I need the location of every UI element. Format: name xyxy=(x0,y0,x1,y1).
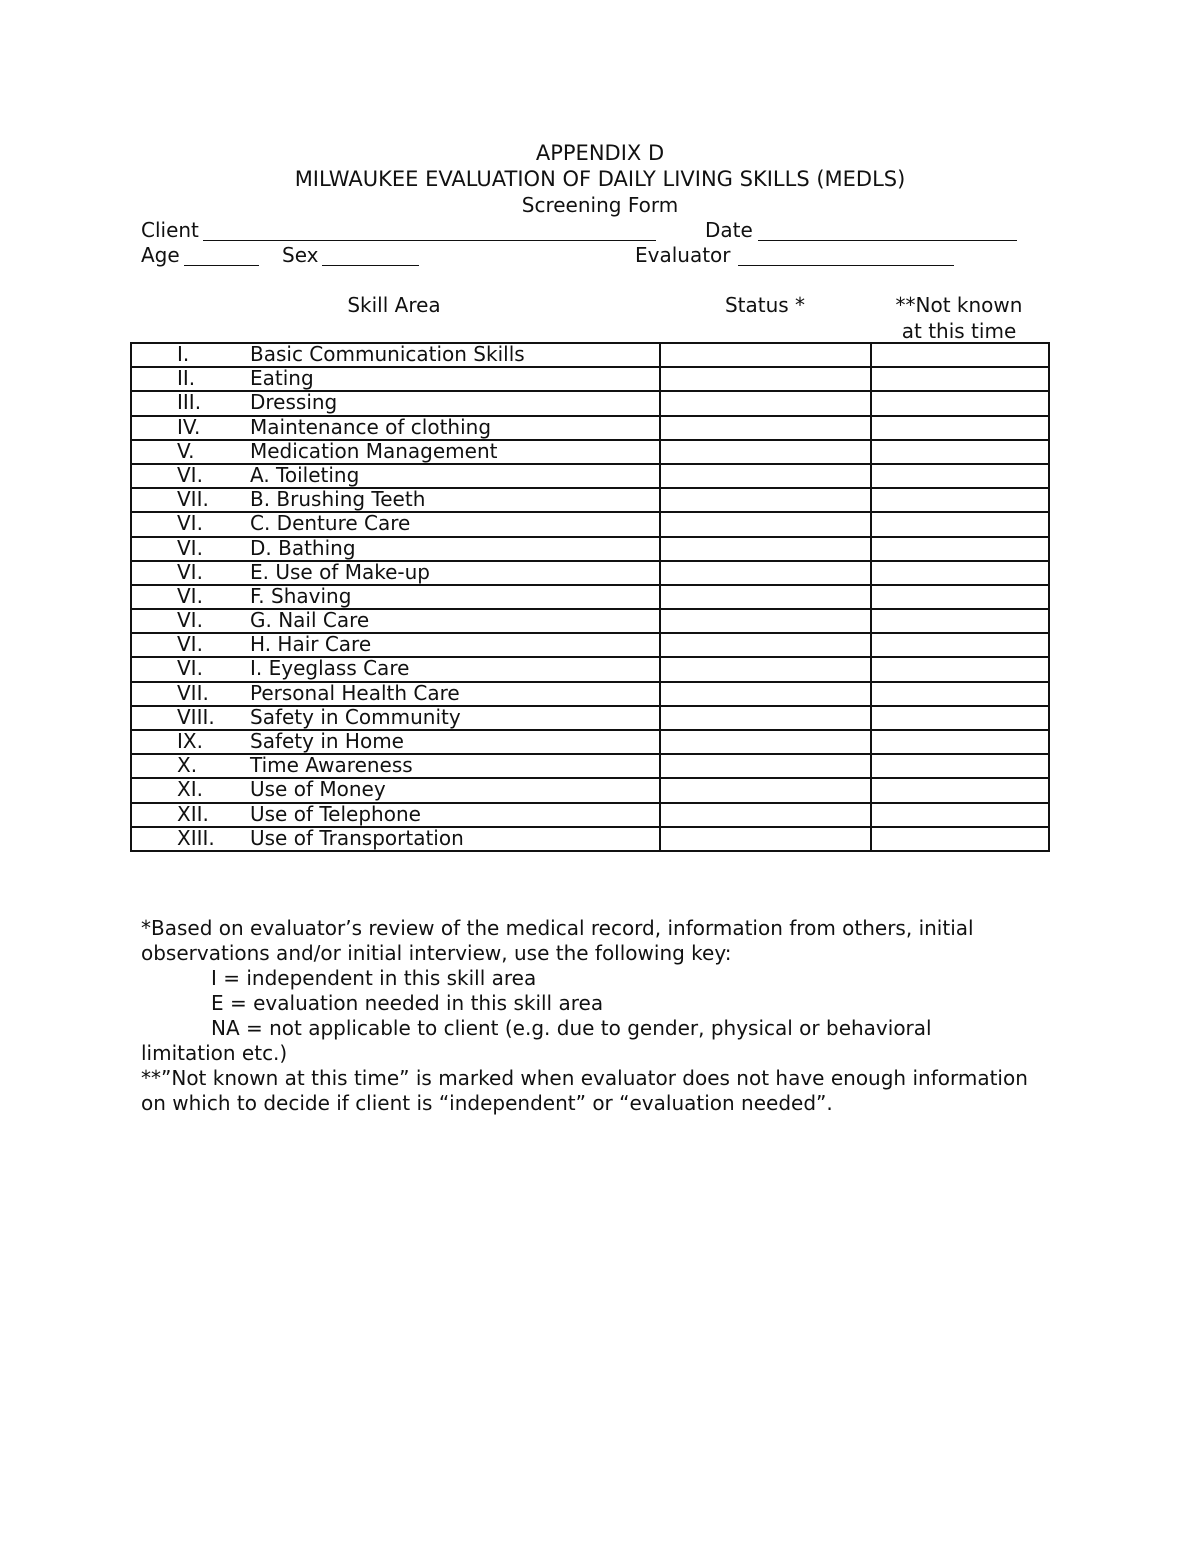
skill-area-cell xyxy=(131,561,660,585)
date-field[interactable] xyxy=(758,240,1017,241)
not-known-cell[interactable] xyxy=(871,803,1049,827)
skill-name: H. Hair Care xyxy=(250,632,372,657)
status-cell[interactable] xyxy=(660,609,871,633)
skill-number: IV. xyxy=(177,414,201,439)
not-known-cell[interactable] xyxy=(871,367,1049,391)
skill-area-cell xyxy=(131,367,660,391)
age-label: Age xyxy=(141,243,180,267)
skill-number: VI. xyxy=(177,535,203,560)
skill-name: Use of Transportation xyxy=(250,825,464,850)
skill-number: X. xyxy=(177,753,198,778)
key-not-applicable: NA = not applicable to client (e.g. due to gender, physical or behavioral xyxy=(211,1016,932,1040)
not-known-cell[interactable] xyxy=(871,682,1049,706)
skill-name: G. Nail Care xyxy=(250,608,370,633)
status-cell[interactable] xyxy=(660,585,871,609)
skill-name: Dressing xyxy=(250,390,338,415)
skill-name: D. Bathing xyxy=(250,535,356,560)
table-row xyxy=(131,464,1049,488)
skill-name: Use of Money xyxy=(250,777,386,802)
skill-name: B. Brushing Teeth xyxy=(250,487,426,512)
skill-number: VII. xyxy=(177,487,209,512)
status-cell[interactable] xyxy=(660,803,871,827)
status-cell[interactable] xyxy=(660,633,871,657)
table-row xyxy=(131,512,1049,536)
skill-number: VI. xyxy=(177,632,203,657)
skill-area-cell xyxy=(131,488,660,512)
skill-area-cell xyxy=(131,464,660,488)
status-cell[interactable] xyxy=(660,488,871,512)
table-row xyxy=(131,343,1049,367)
date-label: Date xyxy=(705,218,753,242)
not-known-cell[interactable] xyxy=(871,512,1049,536)
skill-area-cell xyxy=(131,657,660,681)
not-known-cell[interactable] xyxy=(871,827,1049,851)
skills-table-body xyxy=(131,343,1049,851)
skill-name: Safety in Community xyxy=(250,704,461,729)
status-cell[interactable] xyxy=(660,537,871,561)
status-header: Status * xyxy=(724,293,806,317)
skill-area-cell xyxy=(131,512,660,536)
skills-table xyxy=(130,342,1050,852)
client-field[interactable] xyxy=(203,240,656,241)
not-known-cell[interactable] xyxy=(871,416,1049,440)
age-field[interactable] xyxy=(184,265,259,266)
status-cell[interactable] xyxy=(660,343,871,367)
not-known-header xyxy=(866,292,1052,344)
status-cell[interactable] xyxy=(660,778,871,802)
skill-area-cell xyxy=(131,585,660,609)
skill-area-cell xyxy=(131,609,660,633)
skill-number: VI. xyxy=(177,559,203,584)
skill-number: I. xyxy=(177,342,190,366)
skill-area-cell xyxy=(131,633,660,657)
skill-name: A. Toileting xyxy=(250,462,360,487)
skill-number: IX. xyxy=(177,729,203,753)
sex-field[interactable] xyxy=(322,265,419,266)
table-row xyxy=(131,367,1049,391)
table-row xyxy=(131,827,1049,851)
status-cell[interactable] xyxy=(660,367,871,391)
skill-name: F. Shaving xyxy=(250,583,352,608)
key-evaluation-needed: E = evaluation needed in this skill area xyxy=(211,991,604,1015)
appendix-heading: APPENDIX D xyxy=(535,141,665,165)
table-row xyxy=(131,657,1049,681)
status-cell[interactable] xyxy=(660,730,871,754)
status-cell[interactable] xyxy=(660,754,871,778)
skill-name: Safety in Home xyxy=(250,729,404,753)
skill-number: III. xyxy=(177,390,202,415)
skill-area-cell xyxy=(131,706,660,730)
not-known-cell[interactable] xyxy=(871,754,1049,778)
evaluator-field[interactable] xyxy=(738,265,954,266)
table-row xyxy=(131,754,1049,778)
skill-area-cell xyxy=(131,778,660,802)
skill-area-cell xyxy=(131,537,660,561)
table-row xyxy=(131,488,1049,512)
not-known-cell[interactable] xyxy=(871,440,1049,464)
not-known-cell[interactable] xyxy=(871,609,1049,633)
skill-number: V. xyxy=(177,438,195,463)
table-row xyxy=(131,416,1049,440)
form-subtitle: Screening Form xyxy=(521,193,679,217)
status-cell[interactable] xyxy=(660,391,871,415)
table-row xyxy=(131,682,1049,706)
skill-area-cell xyxy=(131,416,660,440)
skill-area-cell xyxy=(131,391,660,415)
skill-number: XI. xyxy=(177,777,203,802)
table-row xyxy=(131,440,1049,464)
notes-section xyxy=(141,916,1051,1116)
skill-number: VII. xyxy=(177,680,209,705)
status-key-note: *Based on evaluator’s review of the medical record, information from others, initial observations and/or initial interview, use the following key: xyxy=(141,916,974,965)
skill-name: E. Use of Make-up xyxy=(250,559,430,584)
not-known-cell[interactable] xyxy=(871,585,1049,609)
status-cell[interactable] xyxy=(660,657,871,681)
evaluator-label: Evaluator xyxy=(635,243,731,267)
status-cell[interactable] xyxy=(660,512,871,536)
skill-name: Basic Communication Skills xyxy=(250,342,525,366)
skill-number: VIII. xyxy=(177,704,215,729)
not-known-cell[interactable] xyxy=(871,706,1049,730)
not-known-header-line1: **Not known xyxy=(895,293,1023,317)
skill-name: Use of Telephone xyxy=(250,801,421,826)
key-independent: I = independent in this skill area xyxy=(211,966,537,990)
key-not-applicable-continued: limitation etc.) xyxy=(141,1041,288,1065)
skill-area-cell xyxy=(131,754,660,778)
status-cell[interactable] xyxy=(660,827,871,851)
table-row xyxy=(131,730,1049,754)
skill-name: Eating xyxy=(250,366,314,391)
skill-area-header: Skill Area xyxy=(347,293,441,317)
form-title: MILWAUKEE EVALUATION OF DAILY LIVING SKILLS (MEDLS) xyxy=(294,167,906,191)
skill-area-cell xyxy=(131,730,660,754)
skill-area-cell xyxy=(131,343,660,367)
table-row xyxy=(131,633,1049,657)
skill-number: XIII. xyxy=(177,825,215,850)
skill-number: VI. xyxy=(177,511,203,536)
skill-area-cell xyxy=(131,803,660,827)
table-row xyxy=(131,561,1049,585)
skill-area-cell xyxy=(131,440,660,464)
skill-area-cell xyxy=(131,827,660,851)
not-known-note: **”Not known at this time” is marked when evaluator does not have enough information on which to decide if client is “independent” or “evaluation needed”. xyxy=(141,1066,1028,1115)
table-row xyxy=(131,803,1049,827)
not-known-cell[interactable] xyxy=(871,561,1049,585)
table-row xyxy=(131,537,1049,561)
not-known-cell[interactable] xyxy=(871,343,1049,367)
skill-number: XII. xyxy=(177,801,209,826)
not-known-cell[interactable] xyxy=(871,633,1049,657)
skill-name: Time Awareness xyxy=(250,753,413,778)
not-known-cell[interactable] xyxy=(871,730,1049,754)
not-known-cell[interactable] xyxy=(871,537,1049,561)
table-row xyxy=(131,585,1049,609)
skill-area-cell xyxy=(131,682,660,706)
skill-name: Personal Health Care xyxy=(250,680,460,705)
skill-name: Medication Management xyxy=(250,438,498,463)
status-cell[interactable] xyxy=(660,682,871,706)
status-cell[interactable] xyxy=(660,464,871,488)
skill-number: VI. xyxy=(177,608,203,633)
table-row xyxy=(131,609,1049,633)
not-known-cell[interactable] xyxy=(871,657,1049,681)
skill-number: VI. xyxy=(177,462,203,487)
not-known-header-line2: at this time xyxy=(901,319,1017,343)
client-label: Client xyxy=(141,218,199,242)
skill-name: Maintenance of clothing xyxy=(250,414,492,439)
status-cell[interactable] xyxy=(660,416,871,440)
skill-name: C. Denture Care xyxy=(250,511,411,536)
table-row xyxy=(131,778,1049,802)
not-known-cell[interactable] xyxy=(871,464,1049,488)
status-cell[interactable] xyxy=(660,561,871,585)
table-row xyxy=(131,706,1049,730)
status-cell[interactable] xyxy=(660,706,871,730)
skill-number: VI. xyxy=(177,583,203,608)
sex-label: Sex xyxy=(282,243,319,267)
not-known-cell[interactable] xyxy=(871,778,1049,802)
status-cell[interactable] xyxy=(660,440,871,464)
not-known-cell[interactable] xyxy=(871,488,1049,512)
not-known-cell[interactable] xyxy=(871,391,1049,415)
skill-number: VI. xyxy=(177,656,203,681)
skill-name: I. Eyeglass Care xyxy=(250,656,410,681)
table-row xyxy=(131,391,1049,415)
skill-number: II. xyxy=(177,366,196,391)
